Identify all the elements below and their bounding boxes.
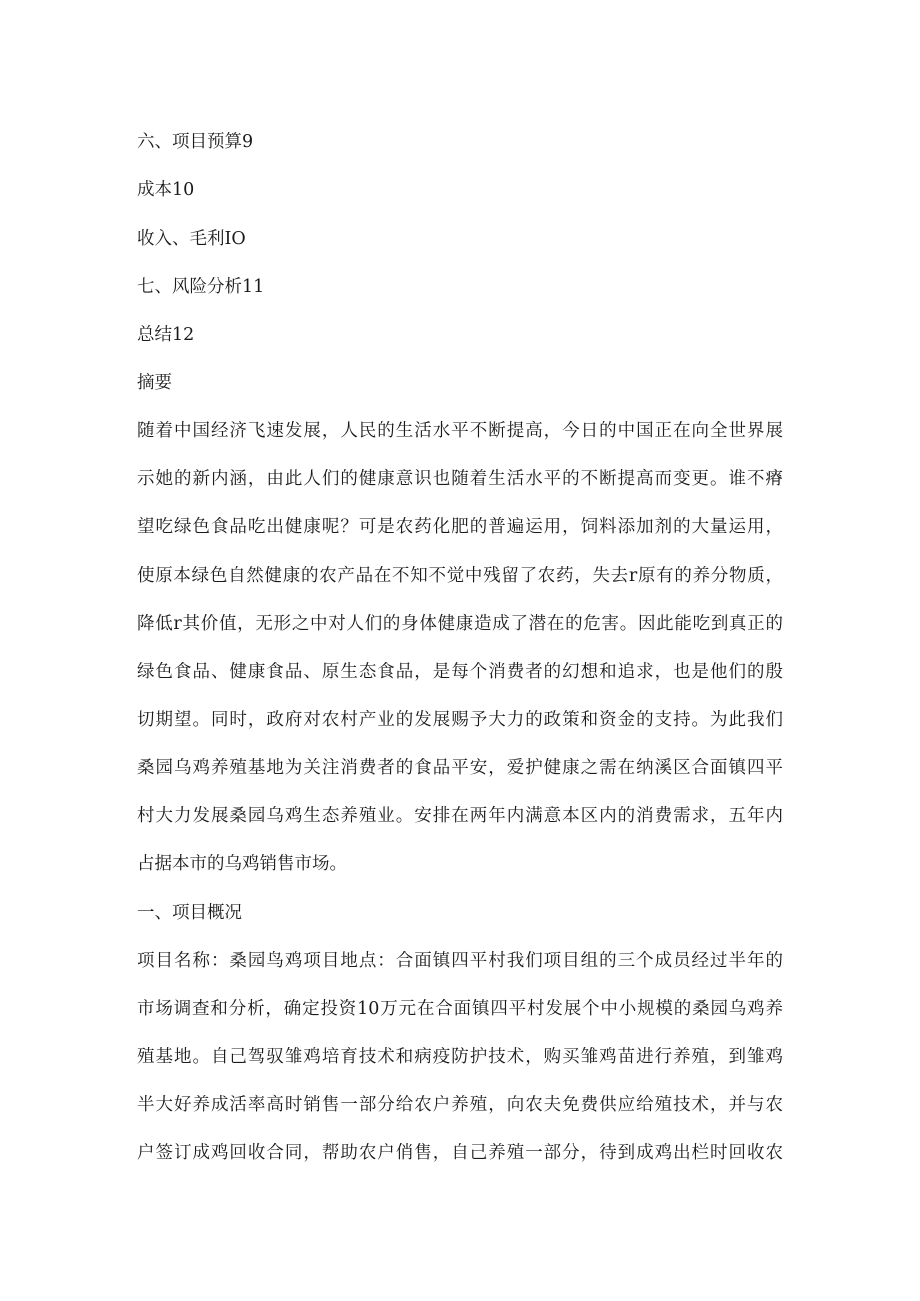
paragraph-line: 绿色食品、健康食品、原生态食品，是每个消费者的幻想和追求，也是他们的殷 [137, 662, 783, 682]
paragraph-line: 村大力发展桑园乌鸡生态养殖业。安排在两年内满意本区内的消费需求，五年内 [137, 806, 783, 826]
paragraph-line: 市场调查和分析，确定投资10万元在合面镇四平村发展个中小规模的桑园乌鸡养 [137, 999, 783, 1019]
paragraph-line: 示她的新内涵，由此人们的健康意识也随着生活水平的不断提高而变更。谁不瘠 [137, 469, 783, 489]
paragraph-line: 使原本绿色自然健康的农产品在不知不觉中残留了农药，失去r原有的养分物质， [137, 566, 783, 586]
abstract-heading: 摘要 [137, 373, 172, 393]
paragraph-line: 户签订成鸡回收合同，帮助农户俏售，自己养殖一部分，待到成鸡出栏时回收农 [137, 1143, 783, 1163]
paragraph-line: 殖基地。自己驾驭雏鸡培育技术和病疫防护技术，购买雏鸡苗进行养殖，到雏鸡 [137, 1047, 783, 1067]
paragraph-line: 占据本市的乌鸡销售市场。 [137, 854, 347, 874]
paragraph-line: 切期望。同时，政府对农村产业的发展赐予大力的政策和资金的支持。为此我们 [137, 710, 783, 730]
paragraph-line: 桑园乌鸡养殖基地为关注消费者的食品平安，爱护健康之需在纳溪区合面镇四平 [137, 758, 783, 778]
section-heading: 一、项目概况 [137, 903, 242, 923]
paragraph-line: 望吃绿色食品吃出健康呢？可是农药化肥的普遍运用，饲料添加剂的大量运用， [137, 517, 783, 537]
paragraph-line: 随着中国经济飞速发展，人民的生活水平不断提高，今日的中国正在向全世界展 [137, 421, 783, 441]
toc-item: 六、项目预算9 [137, 132, 254, 152]
toc-item: 成本10 [137, 180, 195, 200]
toc-item: 总结12 [137, 325, 195, 345]
paragraph-line: 半大好养成活率高时销售一部分给农户养殖，向农夫免费供应给殖技术，并与农 [137, 1095, 783, 1115]
paragraph-line: 项目名称：桑园鸟鸡项目地点：合面镇四平村我们项目组的三个成员经过半年的 [137, 951, 783, 971]
paragraph-line: 降低r其价值，无形之中对人们的身体健康造成了潜在的危害。因此能吃到真正的 [137, 614, 783, 634]
toc-item: 收入、毛利IO [137, 229, 246, 249]
toc-item: 七、风险分析11 [137, 277, 265, 297]
